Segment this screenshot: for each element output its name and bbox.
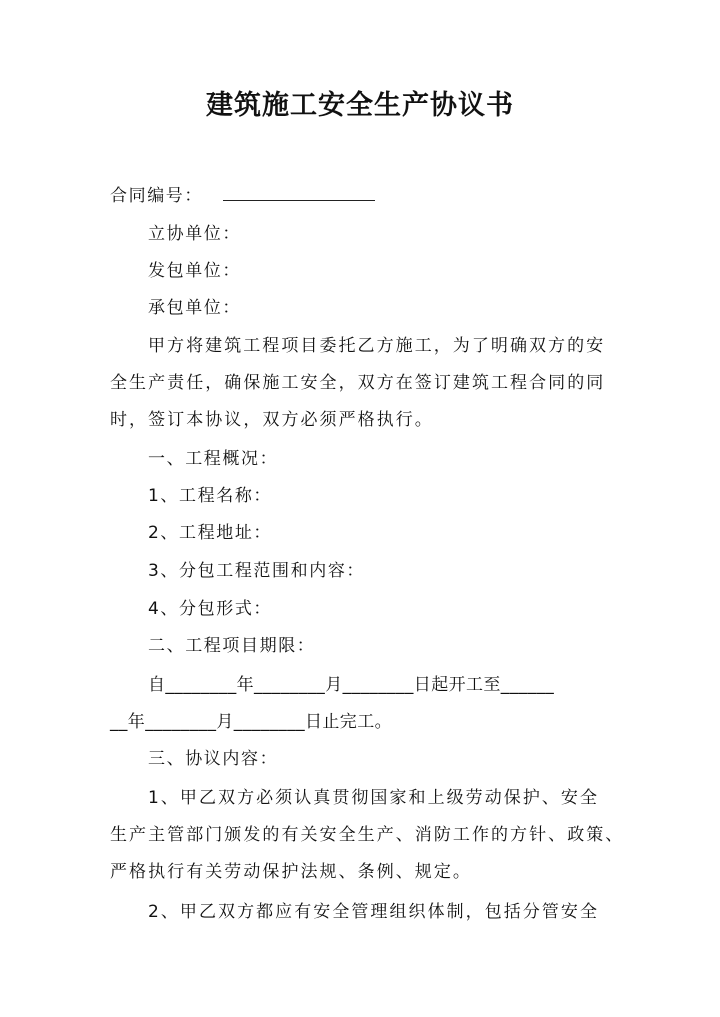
section-1-heading: 一、工程概况： <box>148 449 279 469</box>
party-line-2: 发包单位： <box>148 261 241 281</box>
contract-number-line <box>110 184 630 208</box>
intro-line-1: 甲方将建筑工程项目委托乙方施工，为了明确双方的安 <box>148 336 606 356</box>
section-3-heading: 三、协议内容： <box>148 749 279 769</box>
clause-2-line-1: 2、甲乙双方都应有安全管理组织体制，包括分管安全 <box>148 902 600 922</box>
section-1-item-2: 2、工程地址： <box>148 523 273 543</box>
intro-line-2: 全生产责任，确保施工安全，双方在签订建筑工程合同的同 <box>110 373 606 393</box>
clause-1-line-2: 生产主管部门颁发的有关安全生产、消防工作的方针、政策、 <box>110 825 625 845</box>
intro-line-3: 时，签订本协议，双方必须严格执行。 <box>110 410 434 430</box>
document-title: 建筑施工安全生产协议书 <box>206 90 514 121</box>
contract-number-blank <box>223 184 375 201</box>
section-1-item-1: 1、工程名称： <box>148 486 273 506</box>
period-line-1: 自________年________月________日起开工至______ <box>148 675 555 695</box>
section-1-item-4: 4、分包形式： <box>148 599 273 619</box>
clause-1-line-3: 严格执行有关劳动保护法规、条例、规定。 <box>110 862 472 882</box>
party-line-1: 立协单位： <box>148 224 241 244</box>
contract-number-label: 合同编号： <box>110 186 203 206</box>
section-2-heading: 二、工程项目期限： <box>148 636 316 656</box>
period-line-2: __年________月________日止完工。 <box>110 712 392 732</box>
section-1-item-3: 3、分包工程范围和内容： <box>148 561 366 581</box>
clause-1-line-1: 1、甲乙双方必须认真贯彻国家和上级劳动保护、安全 <box>148 788 600 808</box>
party-line-3: 承包单位： <box>148 298 241 318</box>
